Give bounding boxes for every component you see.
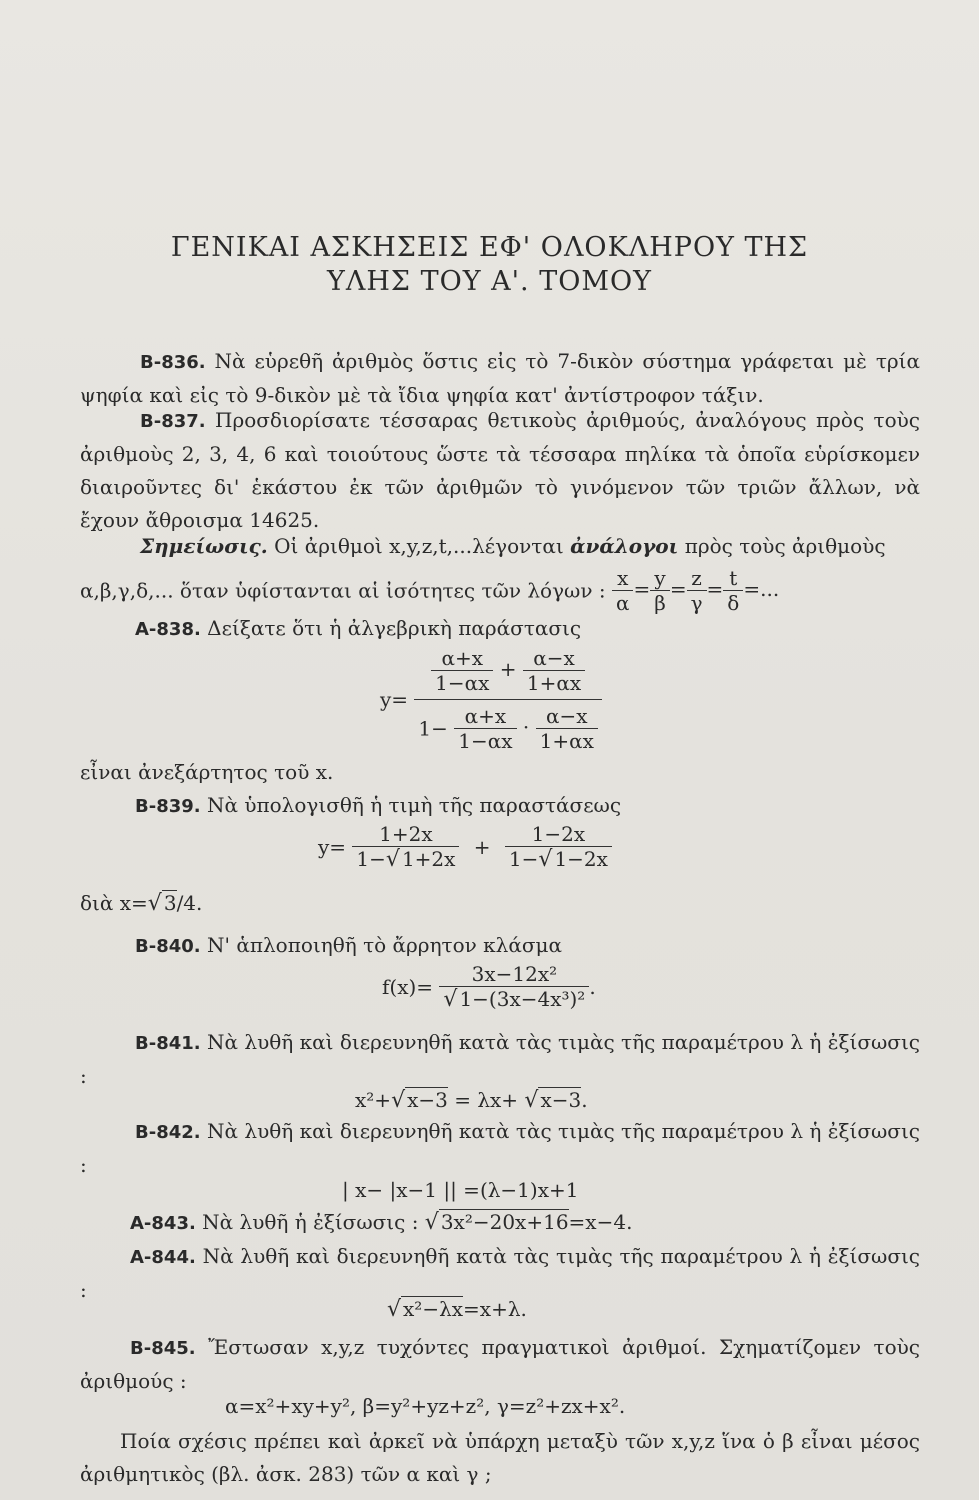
b839-expression: y= $\frac{1+2x}{1-√ 1+2x}$ + $\frac{1-2x}{1-√ 1-2x}$ <box>318 822 612 872</box>
a838-after: εἶναι ἀνεξάρτητος τοῦ x. <box>80 760 334 784</box>
exercise-label: Β-842. <box>135 1122 201 1143</box>
exercise-b845 <box>80 1331 920 1398</box>
exercise-label: Β-839. <box>135 796 201 817</box>
note-text3: α,β,γ,δ,... ὅταν ὑφίστανται αἱ ἰσότητες τῶν λόγων : <box>80 578 606 603</box>
exercise-b837 <box>80 404 920 537</box>
exercise-text: Νὰ λυθῆ καὶ διερευνηθῆ κατὰ τὰς τιμὰς τῆς παραμέτρου λ ἡ ἐξίσωσις : <box>80 1119 921 1177</box>
b841-equation: x²+√ x−3 = λx+ √ x−3. <box>355 1088 588 1113</box>
note-ratio-line: α,β,γ,δ,... ὅταν ὑφίστανται αἱ ἰσότητες τῶν λόγων : $\frac{x}{\alpha}$ = $\frac{y}{\beta}$ = $\frac{z}{\gamma}$ = $\frac{t}{\delta}$ =... <box>80 566 780 615</box>
b845-question: Ποία σχέσις πρέπει καὶ ἀρκεῖ νὰ ὑπάρχη μεταξὺ τῶν x,y,z ἵνα ὁ β εἶναι μέσος ἀριθμητικὸς (βλ. ἀσκ. 283) τῶν α καὶ γ ; <box>80 1429 920 1486</box>
exercise-label: Α-844. <box>130 1247 196 1268</box>
chapter-title-line2: ΥΛΗΣ ΤΟΥ Α'. ΤΟΜΟΥ <box>327 266 652 297</box>
a844-equation: √ x²−λx=x+λ. <box>387 1297 527 1322</box>
exercise-label: Β-840. <box>135 936 201 957</box>
note-paragraph <box>80 530 920 563</box>
exercise-label: Β-836. <box>140 352 206 373</box>
exercise-a843: Α-843. Νὰ λυθῆ ἡ ἐξίσωσις : √ 3x²−20x+16=x−4. <box>130 1210 633 1235</box>
exercise-text: Δείξατε ὅτι ἡ ἀλγεβρικὴ παράστασις <box>207 616 582 640</box>
a843-radicand: 3x²−20x+16 <box>440 1210 569 1234</box>
ratio-tail: =... <box>743 577 780 601</box>
exercise-b840 <box>80 929 920 963</box>
exercise-b842 <box>80 1115 920 1182</box>
exercise-text: Ν' ἁπλοποιηθῆ τὸ ἄρρητον κλάσμα <box>206 933 563 957</box>
ratio-z: $\frac{z}{\gamma}$ <box>687 566 707 615</box>
exercise-b836 <box>80 345 920 412</box>
note-term: ἀνάλογοι <box>570 534 679 558</box>
b839-after: διὰ x=√ 3/4. <box>80 891 203 916</box>
exercise-text: Νὰ ὑπολογισθῆ ἡ τιμὴ τῆς παραστάσεως <box>206 793 622 817</box>
exercise-label: Β-845. <box>130 1338 196 1359</box>
note-text1: Οἱ ἀριθμοὶ x,y,z,t,...λέγονται <box>274 534 564 558</box>
exercise-label: Α-843. <box>130 1213 196 1234</box>
exercise-label: Β-841. <box>135 1033 201 1054</box>
a843-rhs: =x−4. <box>568 1210 633 1234</box>
note-label: Σημείωσις. <box>140 534 268 558</box>
exercise-text: Νὰ λυθῆ ἡ ἐξίσωσις : <box>202 1210 419 1234</box>
exercise-a838 <box>80 612 920 646</box>
exercise-text: Προσδιορίσατε τέσσαρας θετικοὺς ἀριθμούς, ἀναλόγους πρὸς τοὺς ἀριθμοὺς 2, 3, 4, 6 καὶ τοιούτους ὥστε τὰ τέσσαρα πηλίκα τὰ ὁποῖα εὑρίσκομεν διαιροῦντες δι' ἑκάστου ἐκ τῶν ἀριθμῶν τὸ γινόμενον τῶν τριῶν ἄλλων, νὰ ἔχουν ἄθροισμα 14625. <box>80 408 920 532</box>
exercise-b841 <box>80 1026 920 1093</box>
y-equals: y= <box>380 687 409 712</box>
note-text2: πρὸς τοὺς ἀριθμοὺς <box>684 534 886 558</box>
exercise-label: Β-837. <box>140 411 206 432</box>
b842-equation: | x− |x−1 || =(λ−1)x+1 <box>342 1178 579 1202</box>
exercise-text: Ἔστωσαν x,y,z τυχόντες πραγματικοὶ ἀριθμοί. Σχηματίζομεν τοὺς ἀριθμούς : <box>80 1335 920 1393</box>
chapter-title-line1: ΓΕΝΙΚΑΙ ΑΣΚΗΣΕΙΣ ΕΦ' ΟΛΟΚΛΗΡΟΥ ΤΗΣ <box>170 232 809 263</box>
b840-expression: f(x)= $\frac{\text{3x−12x²}}{\text{√ 1−(3x−4x³)²}}$ . <box>382 962 596 1012</box>
ratio-x: $\frac{x}{\alpha}$ <box>612 566 634 615</box>
exercise-label: Α-838. <box>135 619 201 640</box>
ratio-t: $\frac{t}{\delta}$ <box>723 566 743 615</box>
exercise-b839 <box>80 789 920 823</box>
ratio-y: $\frac{y}{\beta}$ <box>650 566 670 615</box>
exercise-text: Νὰ εὑρεθῆ ἀριθμὸς ὅστις εἰς τὸ 7-δικὸν σύστημα γράφεται μὲ τρία ψηφία καὶ εἰς τὸ 9-δικὸν μὲ τὰ ἴδια ψηφία κατ' ἀντίστροφον τάξιν. <box>80 349 920 407</box>
compound-fraction: $\frac{\alpha+x}{1-\alpha x}$ + $\frac{\alpha-x}{1+\alpha x}$ 1− $\frac{\alpha+x}{1-\alpha x}$ · $\frac{\alpha-x}{1+\alpha x}$ <box>414 646 601 753</box>
b845-definitions: α=x²+xy+y², β=y²+yz+z², γ=z²+zx+x². <box>225 1394 626 1418</box>
exercise-text: Νὰ λυθῆ καὶ διερευνηθῆ κατὰ τὰς τιμὰς τῆς παραμέτρου λ ἡ ἐξίσωσις : <box>80 1244 921 1302</box>
a838-expression <box>380 646 602 753</box>
exercise-text: Νὰ λυθῆ καὶ διερευνηθῆ κατὰ τὰς τιμὰς τῆς παραμέτρου λ ἡ ἐξίσωσις : <box>80 1030 921 1088</box>
